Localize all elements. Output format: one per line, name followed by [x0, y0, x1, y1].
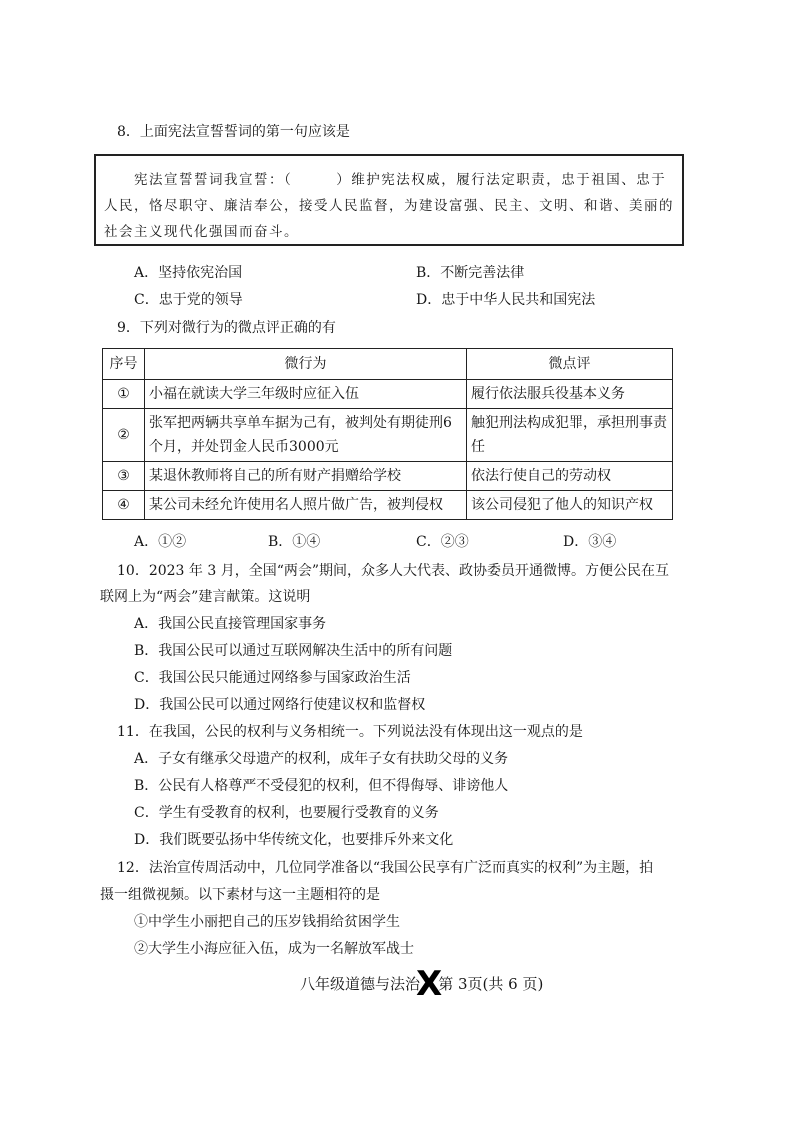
oath-line-3: 社会主义现代化强国而奋斗。: [104, 224, 299, 240]
q10-option-d: D．我国公民可以通过网络行使建议权和监督权: [134, 697, 426, 713]
q8-option-d: D．忠于中华人民共和国宪法: [416, 292, 596, 308]
row-act: 张军把两辆共享单车据为己有，被判处有期徒刑6个月，并处罚金人民币3000元: [145, 409, 467, 462]
row-num: ③: [103, 462, 145, 491]
deeds-table: [102, 348, 673, 520]
q10-stem-line-1: 10．2023 年 3 月，全国“两会”期间，众多人大代表、政协委员开通微博。方便公民在互: [117, 563, 670, 579]
q12-item-2: ②大学生小海应征入伍，成为一名解放军战士: [134, 941, 414, 957]
row-review: 触犯刑法构成犯罪，承担刑事责任: [467, 409, 673, 462]
oath-line-2: 人民，恪尽职守、廉洁奉公，接受人民监督，为建设富强、民主、文明、和谐、美丽的: [104, 198, 674, 214]
q11-option-a: A．子女有继承父母遗产的权利，成年子女有扶助父母的义务: [134, 751, 509, 767]
table-row: [103, 491, 673, 520]
oath-suffix: ）维护宪法权威，履行法定职责，忠于祖国、忠于: [336, 172, 667, 188]
row-num: ②: [103, 409, 145, 462]
q8-option-c: C．忠于党的领导: [134, 292, 243, 308]
oath-prefix: 宪法宣誓誓词我宣誓：（: [134, 172, 293, 188]
table-row: [103, 409, 673, 462]
q12-item-1: ①中学生小丽把自己的压岁钱捐给贫困学生: [134, 914, 400, 930]
table-header-row: [103, 349, 673, 380]
q11-option-b: B．公民有人格尊严不受侵犯的权利，但不得侮辱、诽谤他人: [134, 778, 509, 794]
q11-option-d: D．我们既要弘扬中华传统文化，也要排斥外来文化: [134, 832, 454, 848]
row-act: 某退休教师将自己的所有财产捐赠给学校: [145, 462, 467, 491]
q10-stem-line-2: 联网上为“两会”建言献策。这说明: [100, 589, 311, 605]
q9-option-a: A．①②: [134, 534, 187, 550]
footer-x-mark: X: [416, 964, 443, 1004]
q8-option-a: A．坚持依宪治国: [134, 265, 243, 281]
header-review: 微点评: [467, 349, 673, 380]
q12-stem-line-2: 摄一组微视频。以下素材与这一主题相符的是: [100, 887, 380, 903]
row-review: 履行依法服兵役基本义务: [467, 380, 673, 409]
q10-option-b: B．我国公民可以通过互联网解决生活中的所有问题: [134, 643, 453, 659]
row-act: 小福在就读大学三年级时应征入伍: [145, 380, 467, 409]
oath-box: [94, 154, 684, 246]
q12-stem-line-1: 12．法治宣传周活动中，几位同学准备以“我国公民享有广泛而真实的权利”为主题，拍: [117, 860, 654, 876]
row-review: 该公司侵犯了他人的知识产权: [467, 491, 673, 520]
row-review: 依法行使自己的劳动权: [467, 462, 673, 491]
footer-page-number: 第 3页(共 6 页): [438, 975, 544, 993]
page-footer: [300, 964, 544, 1004]
q9-stem: 9．下列对微行为的微点评正确的有: [117, 320, 336, 336]
q10-option-c: C．我国公民只能通过网络参与国家政治生活: [134, 670, 411, 686]
q11-option-c: C．学生有受教育的权利，也要履行受教育的义务: [134, 805, 439, 821]
q9-option-b: B．①④: [268, 534, 321, 550]
row-act: 某公司未经允许使用名人照片做广告，被判侵权: [145, 491, 467, 520]
header-act: 微行为: [145, 349, 467, 380]
row-num: ④: [103, 491, 145, 520]
q8-option-b: B．不断完善法律: [416, 265, 525, 281]
row-num: ①: [103, 380, 145, 409]
footer-subject: 八年级道德与法治: [300, 975, 421, 993]
q9-option-c: C．②③: [416, 534, 469, 550]
q8-stem: 8．上面宪法宣誓誓词的第一句应该是: [117, 124, 350, 140]
table-row: [103, 462, 673, 491]
q9-option-d: D．③④: [563, 534, 617, 550]
q11-stem: 11．在我国，公民的权利与义务相统一。下列说法没有体现出这一观点的是: [117, 724, 583, 740]
q10-option-a: A．我国公民直接管理国家事务: [134, 616, 327, 632]
oath-line-1: [134, 168, 666, 188]
table-row: [103, 380, 673, 409]
header-num: 序号: [103, 349, 145, 380]
